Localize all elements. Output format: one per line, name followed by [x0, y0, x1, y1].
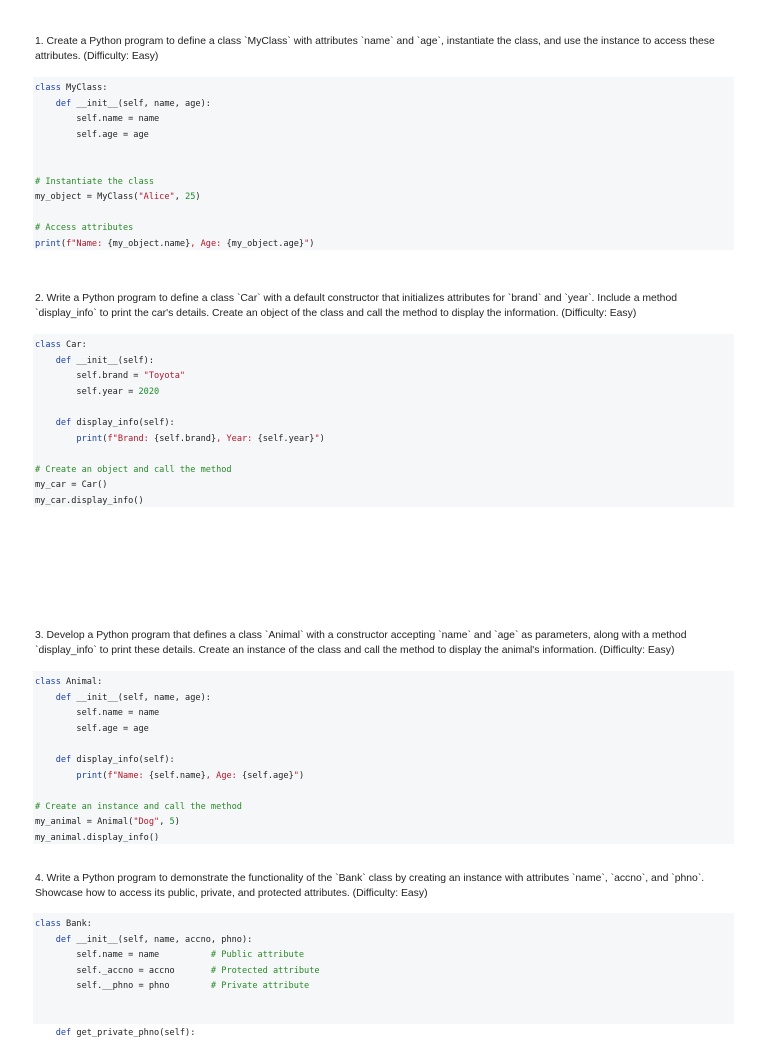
code-token: # Private attribute: [210, 981, 310, 992]
code-token: ): [309, 238, 315, 249]
code-token: 2020: [138, 386, 160, 397]
code-token: {my_object.age}: [226, 238, 305, 249]
code-block-3: [33, 671, 734, 844]
code-token: def: [55, 692, 72, 703]
code-token: , Age:: [190, 238, 227, 249]
code-line: [35, 237, 734, 253]
code-token: , Year:: [216, 433, 258, 444]
code-token: (: [102, 433, 108, 444]
code-token: def: [55, 754, 72, 765]
code-token: {self.age}: [242, 770, 294, 781]
code-token: # Public attribute: [210, 950, 305, 961]
code-line: [35, 737, 734, 753]
code-token: [35, 418, 56, 428]
code-line: [35, 478, 734, 494]
code-token: self.age = age: [35, 723, 149, 734]
code-token: {self.year}: [257, 433, 315, 444]
code-line: [35, 815, 734, 831]
code-line: [35, 112, 734, 128]
code-line: [35, 432, 734, 448]
code-token: ,: [174, 192, 186, 203]
code-token: my_animal = Animal(: [35, 817, 134, 828]
code-token: 5: [169, 817, 175, 828]
code-token: "Toyota": [143, 371, 186, 382]
code-line: [35, 190, 734, 206]
code-token: self._accno = accno: [35, 965, 211, 976]
code-token: self.name = name: [35, 708, 160, 719]
code-token: ): [298, 770, 305, 781]
code-token: def: [55, 1028, 72, 1039]
code-token: [35, 1028, 56, 1038]
code-line: [35, 400, 734, 416]
code-token: , Age:: [205, 770, 243, 781]
code-line: [35, 933, 734, 949]
question-2-text: 2. Write a Python program to define a class `Car` with a default constructor that initializes attributes for `brand` and `year`. Include a method `display_info` to print the car's details. Create an object of the class and call the method to display the information. (Difficulty: Easy): [35, 293, 678, 319]
code-token: print: [35, 238, 61, 249]
code-token: def: [55, 98, 72, 109]
code-line: [35, 354, 734, 370]
code-line: [35, 416, 734, 432]
code-token: self.name = name: [35, 114, 160, 125]
code-token: def: [55, 355, 72, 366]
code-line: [35, 995, 734, 1011]
code-token: [35, 755, 56, 765]
code-token: {self.name}: [148, 770, 206, 781]
question-1-text: 1. Create a Python program to define a class `MyClass` with attributes `name` and `age`, instantiate the class, and use the instance to access these attributes. (Difficulty: Easy): [35, 36, 715, 62]
code-token: class: [35, 919, 61, 929]
code-line: [35, 675, 734, 691]
code-line: [35, 143, 734, 159]
code-token: [35, 935, 56, 945]
code-line: [35, 447, 734, 463]
code-token: my_animal.display_info(): [35, 832, 160, 843]
code-token: f"Name:: [107, 770, 149, 781]
code-token: self.name = name: [35, 950, 211, 961]
code-token: ": [304, 238, 310, 249]
code-line: [35, 917, 734, 933]
code-token: "Dog": [133, 817, 160, 828]
question-3-text: 3. Develop a Python program that defines a class `Animal` with a constructor accepting `name` and `age` as parameters, along with a method `display_info` to print these details. Create an instance of the class and call the method to display the animal's information. (Difficulty: Easy): [35, 630, 687, 656]
code-token: Car:: [60, 340, 87, 350]
code-token: (: [102, 770, 108, 781]
code-token: ): [195, 192, 201, 203]
code-token: MyClass:: [60, 83, 108, 93]
code-token: [35, 434, 76, 444]
code-token: {my_object.name}: [107, 238, 191, 249]
code-line: [35, 831, 734, 847]
code-token: class: [35, 340, 61, 350]
code-line: [35, 369, 734, 385]
code-line: [35, 463, 734, 479]
code-token: 25: [185, 192, 196, 203]
code-token: [35, 356, 56, 366]
code-token: ): [174, 817, 180, 828]
code-token: print: [76, 433, 103, 444]
code-line: [35, 800, 734, 816]
code-line: [35, 97, 734, 113]
code-token: # Protected attribute: [210, 965, 320, 976]
code-line: [35, 221, 734, 237]
code-token: __init__(self):: [71, 355, 155, 366]
question-4-text: 4. Write a Python program to demonstrate the functionality of the `Bank` class by creating an instance with attributes `name`, `accno`, and `phno`. Showcase how to access its public, private, and protected attributes. (Difficulty: Easy): [35, 873, 705, 899]
code-token: __init__(self, name, accno, phno):: [71, 934, 253, 945]
code-token: {self.brand}: [154, 433, 217, 444]
code-token: [35, 693, 56, 703]
code-block-2: [33, 334, 734, 507]
code-line: [35, 385, 734, 401]
code-line: [35, 128, 734, 144]
code-token: ,: [159, 817, 170, 828]
code-line: [35, 784, 734, 800]
code-token: class: [35, 677, 61, 687]
code-token: f"Brand:: [107, 433, 155, 444]
code-token: # Create an object and call the method: [35, 464, 232, 475]
code-token: "Alice": [138, 192, 175, 203]
code-line: [35, 753, 734, 769]
code-token: class: [35, 83, 61, 93]
code-token: [35, 771, 76, 781]
code-line: [35, 338, 734, 354]
code-line: [35, 81, 734, 97]
code-token: def: [55, 934, 72, 945]
code-block-1: [33, 77, 734, 250]
code-token: self.age = age: [35, 129, 149, 140]
code-token: Animal:: [60, 677, 103, 687]
code-token: __init__(self, name, age):: [71, 98, 211, 109]
code-token: __init__(self, name, age):: [71, 692, 211, 703]
code-token: f"Name:: [66, 238, 108, 249]
code-token: display_info(self):: [71, 417, 175, 428]
code-line: [35, 769, 734, 785]
code-line: [35, 175, 734, 191]
code-token: print: [76, 770, 103, 781]
code-token: get_private_phno(self):: [71, 1028, 196, 1039]
code-token: ): [319, 433, 325, 444]
code-line: [35, 691, 734, 707]
code-token: my_object = MyClass(: [35, 192, 139, 203]
code-line: [35, 964, 734, 980]
code-token: ": [293, 770, 299, 781]
code-token: self.brand =: [35, 371, 144, 382]
code-token: (: [60, 238, 67, 249]
code-line: [35, 706, 734, 722]
code-line: [35, 494, 734, 510]
code-token: # Instantiate the class: [35, 176, 154, 187]
code-token: ": [314, 433, 320, 444]
code-token: # Access attributes: [35, 223, 134, 234]
code-line: [35, 948, 734, 964]
code-token: Bank:: [60, 919, 92, 929]
code-token: my_car.display_info(): [35, 495, 144, 506]
code-token: self.year =: [35, 386, 139, 397]
code-token: self.__phno = phno: [35, 981, 211, 992]
code-line: [35, 159, 734, 175]
code-block-4: [33, 913, 734, 1039]
code-token: def: [55, 417, 72, 428]
code-token: # Create an instance and call the method: [35, 801, 242, 812]
code-line: [35, 979, 734, 995]
code-line: [35, 722, 734, 738]
code-token: my_car = Car(): [35, 480, 108, 491]
code-line: [35, 1026, 734, 1042]
code-token: display_info(self):: [71, 754, 175, 765]
code-token: [35, 99, 56, 109]
code-line: [35, 206, 734, 222]
